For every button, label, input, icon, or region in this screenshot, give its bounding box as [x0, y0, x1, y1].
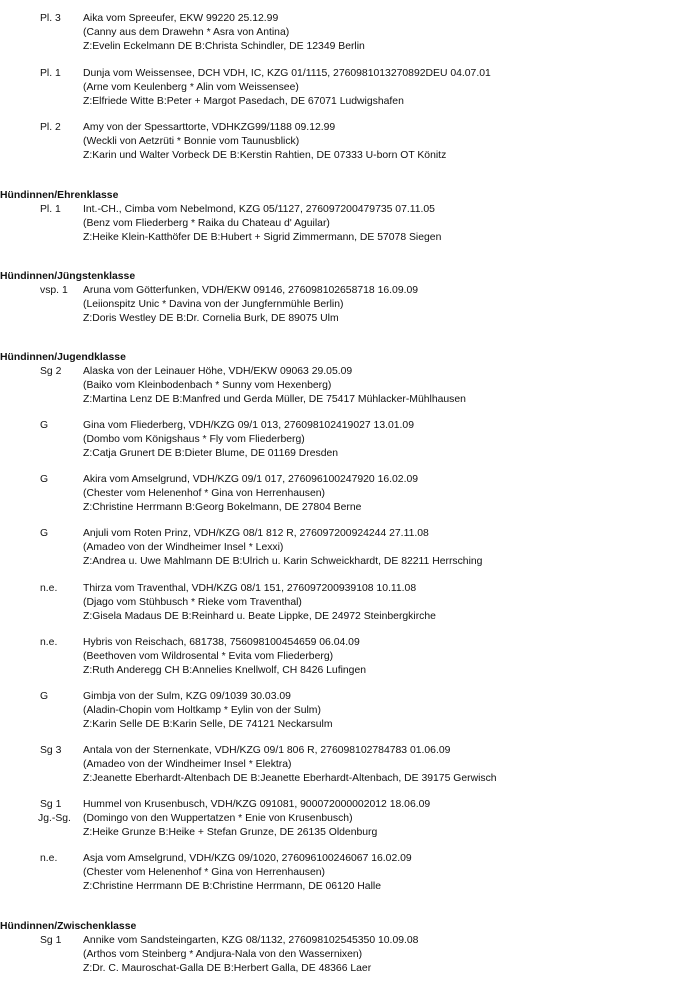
entry-lines: [83, 798, 430, 841]
dog-name-line: Hybris von Reischach, 681738, 756098100454659 06.04.09: [83, 637, 360, 648]
parents-line: (Aladin-Chopin vom Holtkamp * Eylin von der Sulm): [83, 705, 321, 717]
entry-lines: [83, 12, 365, 55]
dog-name-line: Anjuli vom Roten Prinz, VDH/KZG 08/1 812 R, 276097200924244 27.11.08: [83, 528, 429, 539]
placement: Pl. 1: [40, 68, 61, 79]
dog-name-line: Aika vom Spreeufer, EKW 99220 25.12.99: [83, 13, 279, 24]
dog-name-line: Gimbja von der Sulm, KZG 09/1039 30.03.09: [83, 691, 291, 702]
breeder-owner-line: Z:Ruth Anderegg CH B:Annelies Knellwolf, CH 8426 Lufingen: [83, 665, 367, 677]
dog-name-line: Gina vom Fliederberg, VDH/KZG 09/1 013, 276098102419027 13.01.09: [83, 420, 414, 431]
breeder-owner-line: Z:Karin und Walter Vorbeck DE B:Kerstin Rahtien, DE 07333 U-born OT Könitz: [83, 150, 447, 162]
breeder-owner-line: Z:Heike Grunze B:Heike + Stefan Grunze, DE 26135 Oldenburg: [83, 827, 378, 839]
entry-lines: [83, 67, 491, 110]
section-heading: Hündinnen/Jüngstenklasse: [0, 271, 136, 282]
entry-lines: [83, 473, 418, 516]
placement: Pl. 2: [40, 122, 61, 133]
parents-line: (Weckli von Aetzrüti * Bonnie vom Taunusblick): [83, 136, 300, 148]
parents-line: (Benz vom Fliederberg * Raika du Chateau d' Aguilar): [83, 218, 330, 230]
parents-line: (Domingo von den Wuppertatzen * Enie von Krusenbusch): [83, 813, 353, 825]
placement: Pl. 3: [40, 13, 61, 24]
dog-name-line: Thirza vom Traventhal, VDH/KZG 08/1 151, 276097200939108 10.11.08: [83, 583, 417, 594]
entry-lines: [83, 744, 497, 787]
parents-line: (Baiko vom Kleinbodenbach * Sunny vom Hexenberg): [83, 380, 332, 392]
parents-line: (Djago vom Stühbusch * Rieke vom Traventhal): [83, 597, 302, 609]
parents-line: (Amadeo von der Windheimer Insel * Lexxi): [83, 542, 284, 554]
placement: n.e.: [40, 583, 58, 594]
dog-name-line: Alaska von der Leinauer Höhe, VDH/EKW 09063 29.05.09: [83, 366, 353, 377]
breeder-owner-line: Z:Heike Klein-Katthöfer DE B:Hubert + Sigrid Zimmermann, DE 57078 Siegen: [83, 232, 442, 244]
breeder-owner-line: Z:Jeanette Eberhardt-Altenbach DE B:Jeanette Eberhardt-Altenbach, DE 39175 Gerwisch: [83, 773, 497, 785]
entry-lines: [83, 852, 412, 895]
entry-lines: [83, 636, 366, 679]
breeder-owner-line: Z:Catja Grunert DE B:Dieter Blume, DE 01169 Dresden: [83, 448, 339, 460]
entry-lines: [83, 203, 441, 246]
placement: G: [40, 420, 49, 431]
section-heading: Hündinnen/Zwischenklasse: [0, 921, 137, 932]
placement: Sg 1: [40, 935, 62, 946]
entry-lines: [83, 121, 446, 164]
placement-title: Jg.-Sg.: [38, 813, 71, 825]
breeder-owner-line: Z:Evelin Eckelmann DE B:Christa Schindler, DE 12349 Berlin: [83, 41, 365, 53]
entry-lines: [83, 365, 466, 408]
breeder-owner-line: Z:Christine Herrmann DE B:Christine Herrmann, DE 06120 Halle: [83, 881, 381, 893]
parents-line: (Amadeo von der Windheimer Insel * Elektra): [83, 759, 292, 771]
breeder-owner-line: Z:Christine Herrmann B:Georg Bokelmann, DE 27804 Berne: [83, 502, 362, 514]
parents-line: (Arthos vom Steinberg * Andjura-Nala von den Wassernixen): [83, 949, 363, 961]
dog-name-line: Annike vom Sandsteingarten, KZG 08/1132, 276098102545350 10.09.08: [83, 935, 419, 946]
section-heading: Hündinnen/Jugendklasse: [0, 352, 126, 363]
breeder-owner-line: Z:Dr. C. Mauroschat-Galla DE B:Herbert Galla, DE 48366 Laer: [83, 963, 372, 975]
dog-name-line: Hummel von Krusenbusch, VDH/KZG 091081, 900072000002012 18.06.09: [83, 799, 431, 810]
placement: Pl. 1: [40, 204, 61, 215]
placement-grade: Sg 1: [40, 799, 62, 810]
parents-line: (Leiionspitz Unic * Davina von der Jungfernmühle Berlin): [83, 299, 344, 311]
parents-line: (Dombo vom Königshaus * Fly vom Fliederberg): [83, 434, 305, 446]
placement: G: [40, 528, 49, 539]
dog-name-line: Amy von der Spessarttorte, VDHKZG99/1188 09.12.99: [83, 122, 336, 133]
placement: n.e.: [40, 637, 58, 648]
entry-lines: [83, 284, 418, 327]
dog-name-line: Aruna vom Götterfunken, VDH/EKW 09146, 276098102658718 16.09.09: [83, 285, 419, 296]
dog-name-line: Akira vom Amselgrund, VDH/KZG 09/1 017, 276096100247920 16.02.09: [83, 474, 419, 485]
placement: G: [40, 474, 49, 485]
breeder-owner-line: Z:Gisela Madaus DE B:Reinhard u. Beate Lippke, DE 24972 Steinbergkirche: [83, 611, 436, 623]
placement: n.e.: [40, 853, 58, 864]
parents-line: (Arne vom Keulenberg * Alin vom Weissensee): [83, 82, 299, 94]
entry-lines: [83, 582, 436, 625]
entry-lines: [83, 419, 414, 462]
parents-line: (Canny aus dem Drawehn * Asra von Antina): [83, 27, 290, 39]
section-heading: Hündinnen/Ehrenklasse: [0, 190, 119, 201]
placement: vsp. 1: [40, 285, 68, 296]
breeder-owner-line: Z:Doris Westley DE B:Dr. Cornelia Burk, DE 89075 Ulm: [83, 313, 339, 325]
parents-line: (Chester vom Helenenhof * Gina von Herrenhausen): [83, 867, 325, 879]
dog-name-line: Int.-CH., Cimba vom Nebelmond, KZG 05/1127, 276097200479735 07.11.05: [83, 204, 435, 215]
breeder-owner-line: Z:Andrea u. Uwe Mahlmann DE B:Ulrich u. Karin Schweickhardt, DE 82211 Herrsching: [83, 556, 483, 568]
breeder-owner-line: Z:Elfriede Witte B:Peter + Margot Pasedach, DE 67071 Ludwigshafen: [83, 96, 404, 108]
entry-lines: [83, 527, 482, 570]
entry-lines: [83, 934, 418, 977]
breeder-owner-line: Z:Martina Lenz DE B:Manfred und Gerda Müller, DE 75417 Mühlacker-Mühlhausen: [83, 394, 466, 406]
entry-lines: [83, 690, 332, 733]
placement: Sg 2: [40, 366, 62, 377]
breeder-owner-line: Z:Karin Selle DE B:Karin Selle, DE 74121 Neckarsulm: [83, 719, 333, 731]
placement: Sg 3: [40, 745, 62, 756]
placement: G: [40, 691, 49, 702]
placement: [40, 798, 82, 826]
parents-line: (Beethoven vom Wildrosental * Evita vom Fliederberg): [83, 651, 334, 663]
parents-line: (Chester vom Helenenhof * Gina von Herrenhausen): [83, 488, 325, 500]
dog-name-line: Antala von der Sternenkate, VDH/KZG 09/1 806 R, 276098102784783 01.06.09: [83, 745, 451, 756]
dog-name-line: Dunja vom Weissensee, DCH VDH, IC, KZG 01/1115, 2760981013270892DEU 04.07.01: [83, 68, 491, 79]
dog-name-line: Asja vom Amselgrund, VDH/KZG 09/1020, 276096100246067 16.02.09: [83, 853, 412, 864]
